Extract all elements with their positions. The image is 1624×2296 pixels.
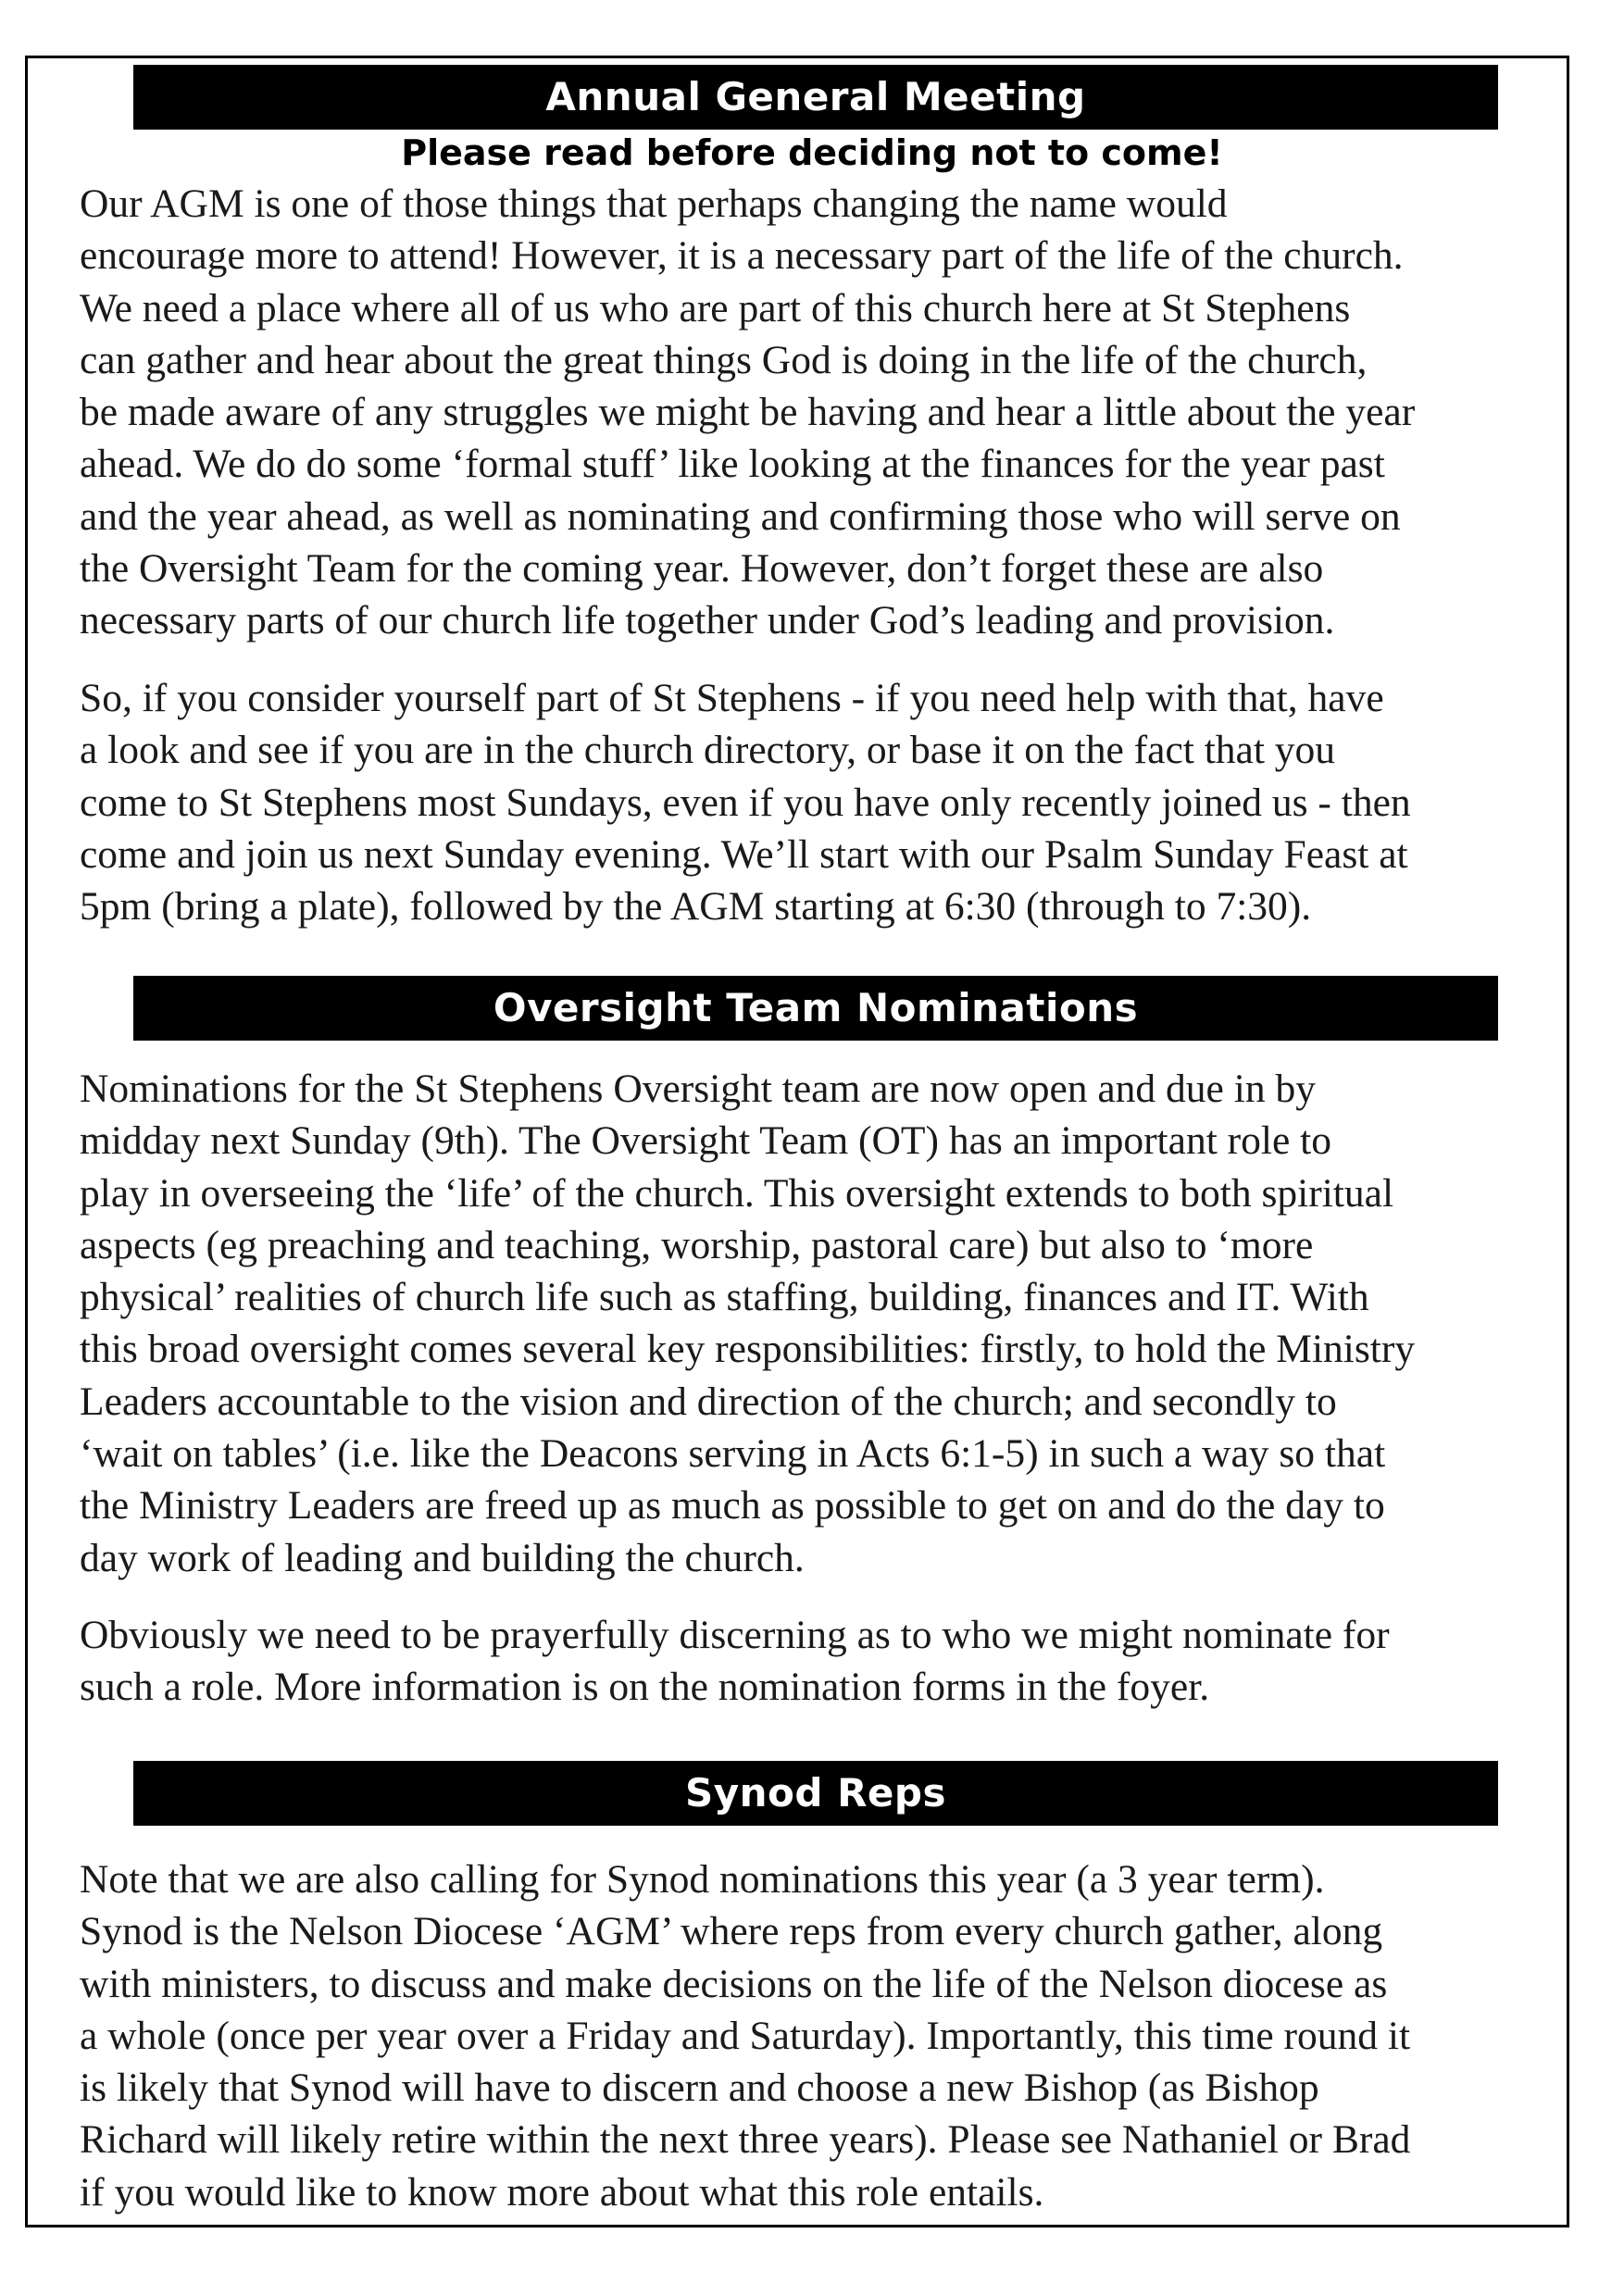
agm-paragraph-1 <box>80 178 1561 647</box>
text-line: 5pm (bring a plate), followed by the AGM starting at 6:30 (through to 7:30). <box>80 884 1312 930</box>
text-line: with ministers, to discuss and make decisions on the life of the Nelson diocese as <box>80 1961 1388 2006</box>
text-line: Our AGM is one of those things that perhaps changing the name would <box>80 181 1228 226</box>
text-line: aspects (eg preaching and teaching, worship, pastoral care) but also to ‘more <box>80 1222 1314 1267</box>
text-line: come to St Stephens most Sundays, even if you have only recently joined us - then <box>80 780 1411 825</box>
text-line: Synod is the Nelson Diocese ‘AGM’ where reps from every church gather, along <box>80 1909 1383 1954</box>
text-line: Obviously we need to be prayerfully discerning as to who we might nominate for <box>80 1613 1390 1657</box>
text-line: Richard will likely retire within the next three years). Please see Nathaniel or Brad <box>80 2117 1411 2163</box>
text-line: We need a place where all of us who are part of this church here at St Stephens <box>80 285 1351 331</box>
text-line: physical’ realities of church life such as staffing, building, finances and IT. With <box>80 1275 1369 1320</box>
text-line: is likely that Synod will have to discern and choose a new Bishop (as Bishop <box>80 2065 1319 2111</box>
agm-paragraph-2 <box>80 672 1561 932</box>
synod-heading: Synod Reps <box>133 1761 1498 1826</box>
text-line: day work of leading and building the church. <box>80 1535 805 1580</box>
text-line: a look and see if you are in the church directory, or base it on the fact that you <box>80 728 1336 773</box>
text-line: So, if you consider yourself part of St Stephens - if you need help with that, have <box>80 676 1384 720</box>
text-line: and the year ahead, as well as nominating and confirming those who will serve on <box>80 493 1401 539</box>
oversight-paragraph-2 <box>80 1609 1561 1714</box>
text-line: midday next Sunday (9th). The Oversight Team (OT) has an important role to <box>80 1118 1332 1164</box>
text-line: necessary parts of our church life together under God’s leading and provision. <box>80 598 1335 643</box>
agm-heading: Annual General Meeting <box>133 65 1498 130</box>
text-line: such a role. More information is on the nomination forms in the foyer. <box>80 1665 1210 1710</box>
text-line: Nominations for the St Stephens Oversight team are now open and due in by <box>80 1067 1316 1111</box>
text-line: this broad oversight comes several key responsibilities: firstly, to hold the Ministry <box>80 1327 1416 1372</box>
text-line: Leaders accountable to the vision and direction of the church; and secondly to <box>80 1379 1337 1424</box>
oversight-heading: Oversight Team Nominations <box>133 976 1498 1041</box>
text-line: be made aware of any struggles we might be having and hear a little about the year <box>80 390 1416 435</box>
text-line: the Oversight Team for the coming year. However, don’t forget these are also <box>80 546 1324 592</box>
text-line: can gather and hear about the great things God is doing in the life of the church, <box>80 337 1368 382</box>
text-line: ‘wait on tables’ (i.e. like the Deacons serving in Acts 6:1-5) in such a way so that <box>80 1431 1386 1477</box>
text-line: play in overseeing the ‘life’ of the church. This oversight extends to both spiritual <box>80 1170 1394 1216</box>
text-line: if you would like to know more about what this role entails. <box>80 2169 1044 2215</box>
oversight-paragraph-1 <box>80 1063 1561 1584</box>
text-line: come and join us next Sunday evening. We’ll start with our Psalm Sunday Feast at <box>80 831 1408 877</box>
agm-subheading: Please read before deciding not to come! <box>401 132 1223 173</box>
text-line: a whole (once per year over a Friday and Saturday). Importantly, this time round it <box>80 2013 1411 2058</box>
text-line: Note that we are also calling for Synod nominations this year (a 3 year term). <box>80 1857 1325 1902</box>
text-line: the Ministry Leaders are freed up as much as possible to get on and do the day to <box>80 1483 1385 1529</box>
synod-paragraph <box>80 1853 1561 2218</box>
text-line: ahead. We do do some ‘formal stuff’ like looking at the finances for the year past <box>80 442 1385 487</box>
text-line: encourage more to attend! However, it is a necessary part of the life of the church. <box>80 233 1404 279</box>
